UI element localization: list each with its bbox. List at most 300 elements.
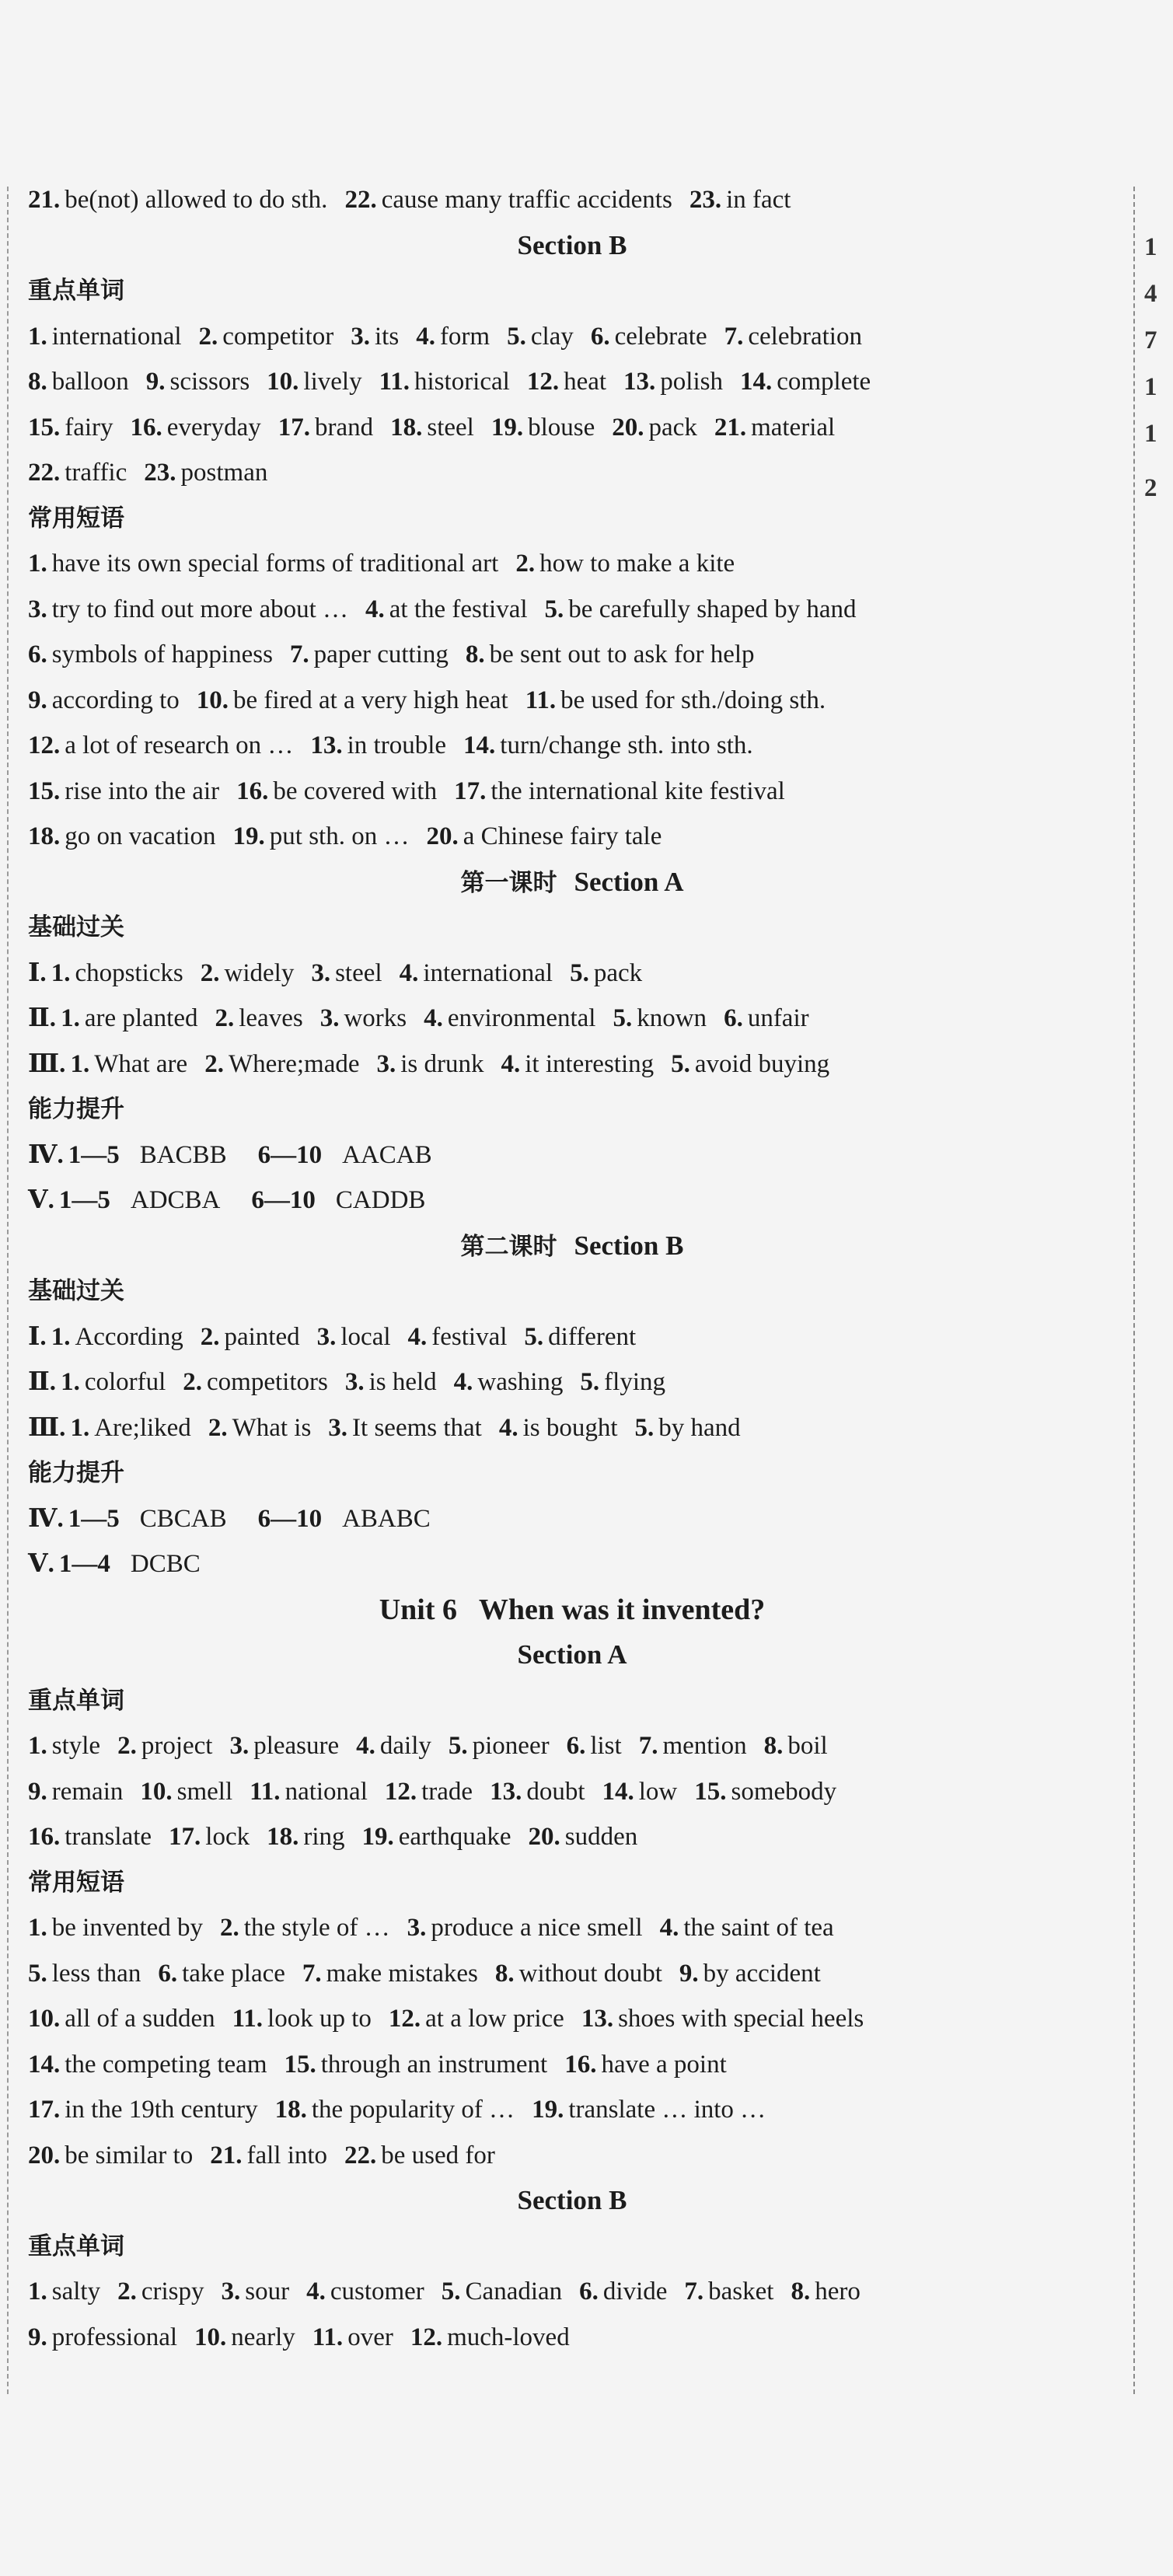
item-number: 4. [365,595,385,623]
answer-item [28,405,113,451]
answer-line [28,996,1116,1042]
answer-item [146,359,250,405]
item-number: 20. [612,413,644,442]
item-text: celebrate [614,322,707,351]
answer-item [671,1042,829,1087]
answer-line [28,1951,1116,1997]
part-numeral: Ⅳ. [28,1504,64,1533]
item-number: 1. [51,1322,71,1351]
section-heading [28,223,1116,269]
answer-item [724,996,809,1042]
item-number: 18. [390,413,423,442]
item-text: be used for sth./doing sth. [560,686,826,714]
answer-item [499,1405,618,1451]
category-label: 能力提升 [28,1459,124,1487]
item-number: 9. [28,2323,47,2351]
item-number: 16. [130,413,162,442]
item-number: 14. [602,1777,634,1806]
answer-line [28,1723,1116,1769]
item-text: is bought [522,1413,618,1442]
edge-fragment: 2 [1144,474,1157,502]
item-text: pioneer [472,1732,550,1760]
item-text: local [340,1322,391,1351]
item-text: widely [224,958,295,987]
item-text: shoes with special heels [618,2005,864,2033]
item-text: professional [51,2323,178,2351]
answer-item [466,632,755,678]
item-text: festival [431,1322,508,1351]
item-number: 10. [267,368,299,396]
item-text: lock [205,1823,250,1851]
item-text: paper cutting [313,641,449,668]
answer-item [278,405,373,451]
answer-line [28,405,1116,451]
item-text: What are [94,1049,188,1078]
item-text: all of a sudden [65,2005,215,2033]
item-text: competitor [222,322,334,351]
answer-item [183,1360,328,1405]
answer-item [416,314,490,360]
item-number: 1. [61,1004,80,1032]
answer-item [495,1951,662,1997]
item-text: boil [787,1732,828,1760]
item-number: 1. [51,958,71,987]
item-number: 5. [544,595,564,623]
category-label: 重点单词 [28,1686,124,1715]
item-number: 5. [634,1413,655,1442]
item-text: national [285,1777,368,1806]
answer-item [724,314,862,360]
item-text: Canadian [465,2278,563,2305]
item-text: customer [330,2278,424,2305]
item-number: 14. [463,731,496,759]
item-text: the popularity of … [311,2096,515,2124]
answer-item [424,996,595,1042]
answer-item [28,2087,258,2133]
answer-item [215,996,302,1042]
item-number: 1. [28,1914,47,1942]
answer-item [390,405,474,451]
item-text: balloon [51,368,129,396]
answer-item [201,951,295,997]
item-number: 1. [28,322,47,351]
item-text: ring [303,1823,345,1851]
answer-item [28,2269,100,2315]
item-text: Are;liked [94,1413,191,1442]
choice-answer-line [28,1541,1116,1587]
item-number: 9. [145,368,166,396]
item-text: have a point [601,2050,727,2079]
answer-item [400,951,553,997]
answer-item [194,2315,295,2361]
answer-item [197,678,508,724]
item-text: nearly [231,2323,295,2351]
item-text: over [347,2323,393,2351]
item-number: 4. [407,1322,428,1351]
item-text: known [637,1004,707,1032]
item-text: heat [564,368,607,396]
item-text: polish [660,368,723,396]
answer-item [290,632,449,678]
answer-line [28,359,1116,405]
answer-item [204,1042,359,1087]
item-number: 2. [200,958,220,987]
answer-item [410,2315,570,2361]
answer-item [791,2269,860,2315]
item-number: 3. [28,595,47,623]
answer-item [28,450,127,496]
answer-item [344,177,672,223]
item-text: material [751,413,836,442]
item-text: avoid buying [694,1049,830,1078]
item-text: crispy [141,2278,204,2305]
choice-letters: CBCAB [139,1504,227,1533]
answer-item [454,1360,564,1405]
item-number: 6. [579,2278,599,2305]
item-number: 20. [528,1823,560,1851]
answer-item [28,2042,267,2088]
item-number: 22. [344,186,377,214]
item-number: 7. [724,322,744,351]
item-number: 16. [28,1823,61,1851]
item-number: 5. [671,1049,690,1078]
item-number: 7. [638,1732,658,1760]
item-number: 1. [28,550,47,578]
item-number: 13. [623,368,656,396]
item-text: put sth. on … [269,822,410,850]
answer-item [131,405,261,451]
answer-item [684,2269,773,2315]
section-heading [28,860,1116,906]
section-heading [28,2178,1116,2224]
answer-item [70,1405,190,1451]
item-text: is drunk [400,1049,484,1078]
answer-line [28,814,1116,860]
answer-item [389,1996,564,2042]
item-text: It seems that [352,1413,482,1442]
item-number: 5. [507,322,526,351]
item-text: be covered with [273,777,438,805]
answer-line [28,1905,1116,1951]
answer-item [525,678,826,724]
item-text: make mistakes [326,1959,478,1988]
item-text: doubt [526,1777,585,1806]
item-number: 1. [61,1368,80,1396]
item-number: 20. [28,2141,61,2169]
answer-item [545,587,857,633]
item-number: 3. [344,1368,365,1396]
answer-item [602,1769,678,1815]
item-text: according to [51,686,180,714]
item-text: be similar to [65,2141,194,2169]
item-number: 10. [140,1777,173,1806]
answer-item [764,1723,828,1769]
answer-item [694,1769,836,1815]
answer-item [524,1314,636,1360]
item-number: 19. [532,2096,564,2124]
item-number: 4. [356,1732,375,1760]
item-text: fall into [246,2141,328,2169]
item-text: According [75,1322,183,1351]
choice-group [258,1496,431,1542]
category-label: 重点单词 [28,277,124,305]
answer-item [28,814,216,860]
item-text: the international kite festival [490,777,785,805]
answer-line [28,951,1116,997]
item-number: 22. [344,2141,377,2169]
item-number: 1. [28,1732,47,1760]
item-number: 8. [763,1732,784,1760]
heading-text: Section A [574,866,684,897]
item-number: 7. [684,2278,704,2305]
item-number: 5. [441,2278,461,2305]
item-text: different [548,1322,637,1351]
item-number: 2. [117,2278,137,2305]
answer-item [660,1905,834,1951]
item-text: everyday [166,413,261,442]
answer-line [28,1314,1116,1360]
answer-item [210,2133,327,2179]
item-number: 11. [312,2323,344,2351]
answer-item [449,1723,550,1769]
question-range: 6—10 [251,1186,316,1214]
item-number: 2. [515,550,536,578]
item-text: scissors [169,368,250,396]
answer-item [51,1314,183,1360]
answer-column [28,177,1116,2360]
item-text: at a low price [425,2005,564,2033]
answer-item [158,1951,285,1997]
item-number: 4. [501,1049,521,1078]
item-text: form [439,322,490,351]
item-text: steel [427,413,474,442]
item-text: low [638,1777,678,1806]
answer-line [28,1405,1116,1451]
section-heading [28,1223,1116,1269]
answer-item [306,2269,424,2315]
item-number: 4. [306,2278,326,2305]
answer-item [317,1314,391,1360]
item-text: remain [51,1777,124,1806]
item-text: cause many traffic accidents [381,186,672,214]
item-text: hero [815,2278,861,2305]
answer-item [579,2269,667,2315]
item-number: 9. [28,686,47,714]
answer-item [28,723,293,769]
answer-line [28,2087,1116,2133]
item-number: 4. [659,1914,679,1942]
item-text: salty [51,2278,101,2305]
item-text: sour [245,2278,290,2305]
answer-item [351,314,399,360]
item-number: 3. [376,1049,396,1078]
item-text: without doubt [518,1959,662,1988]
answer-line [28,1360,1116,1405]
answer-item [28,2315,177,2361]
item-number: 5. [448,1732,468,1760]
answer-item [221,2269,289,2315]
item-text: much-loved [447,2323,570,2351]
heading-text: Section B [574,1230,684,1261]
answer-item [639,1723,747,1769]
part-numeral: Ⅱ. [28,1368,57,1396]
answer-item [529,1814,638,1860]
item-number: 23. [144,459,176,487]
choice-group [68,1496,227,1542]
item-number: 2. [215,1004,235,1032]
item-text: through an instrument [320,2050,548,2079]
item-number: 3. [407,1914,427,1942]
answer-item [365,587,528,633]
answer-item [635,1405,741,1451]
answer-line [28,1996,1116,2042]
item-number: 18. [28,822,61,850]
answer-item [28,587,348,633]
item-number: 21. [714,413,747,442]
category-label: 基础过关 [28,1277,124,1305]
item-text: pack [648,413,697,442]
item-number: 11. [250,1777,281,1806]
answer-item [28,1951,141,1997]
item-number: 1. [70,1413,90,1442]
item-number: 4. [424,1004,443,1032]
answer-line [28,678,1116,724]
choice-answer-line [28,1133,1116,1178]
item-text: it interesting [525,1049,655,1078]
item-text: look up to [267,2005,372,2033]
answer-item [51,951,183,997]
item-number: 8. [791,2278,811,2305]
item-number: 6. [158,1959,178,1988]
answer-item [28,1814,152,1860]
lesson-label: 第一课时 [460,868,557,897]
item-number: 12. [388,2005,421,2033]
item-number: 2. [183,1368,203,1396]
item-text: turn/change sth. into sth. [500,731,753,759]
answer-item [28,359,129,405]
answer-line [28,2315,1116,2361]
answer-item [377,1042,484,1087]
answer-item [61,1360,166,1405]
answer-item [311,951,382,997]
item-number: 10. [194,2323,227,2351]
answer-item [28,1996,215,2042]
question-range: 1—5 [68,1140,120,1169]
answer-item [714,405,835,451]
item-text: produce a nice smell [431,1914,643,1942]
answer-line [28,587,1116,633]
heading-text: Unit 6 When was it invented? [379,1593,766,1626]
item-number: 6. [724,1004,743,1032]
heading-text: Section B [517,2185,627,2215]
item-text: is held [368,1368,437,1396]
item-number: 12. [384,1777,417,1806]
item-text: works [344,1004,407,1032]
item-text: by hand [658,1413,741,1442]
choice-group [59,1178,221,1223]
item-text: mention [662,1732,747,1760]
answer-item [740,359,871,405]
item-text: list [590,1732,622,1760]
answer-item [490,1769,585,1815]
answer-line [28,450,1116,496]
item-text: try to find out more about … [51,595,349,623]
answer-line [28,314,1116,360]
item-text: the style of … [243,1914,390,1942]
item-text: be carefully shaped by hand [568,595,857,623]
item-number: 1. [28,2278,47,2305]
item-number: 2. [220,1914,239,1942]
item-number: 23. [689,186,722,214]
answer-item [28,678,180,724]
question-range: 6—10 [257,1504,323,1533]
answer-line [28,723,1116,769]
answer-item [581,1996,864,2042]
edge-fragment: 1 [1144,373,1157,401]
item-number: 3. [316,1322,337,1351]
answer-item [285,2042,548,2088]
item-number: 15. [284,2050,316,2079]
item-number: 8. [465,641,485,668]
category-label: 常用短语 [28,1868,124,1897]
item-number: 12. [28,731,61,759]
item-text: smell [176,1777,233,1806]
item-number: 12. [526,368,560,396]
item-text: competitors [207,1368,328,1396]
answer-item [344,2133,495,2179]
item-number: 2. [198,322,218,351]
item-number: 4. [416,322,435,351]
answer-item [385,1769,473,1815]
answer-item [689,177,791,223]
left-fold-line [7,187,9,2394]
answer-line [28,1814,1116,1860]
part-numeral: Ⅲ. [28,1413,66,1442]
item-text: brand [314,413,374,442]
answer-item [613,996,707,1042]
item-text: unfair [747,1004,809,1032]
part-numeral: Ⅴ. [28,1186,54,1214]
answer-item [580,1360,665,1405]
item-number: 10. [196,686,229,714]
item-number: 6. [28,641,47,668]
item-text: divide [602,2278,668,2305]
item-text: flying [604,1368,665,1396]
answer-item [229,1723,339,1769]
item-number: 5. [580,1368,600,1396]
item-number: 1. [70,1049,90,1078]
section-heading [28,1632,1116,1678]
item-text: earthquake [398,1823,511,1851]
answer-item [236,769,437,815]
answer-item [312,2315,393,2361]
item-text: complete [777,368,871,396]
item-number: 4. [399,958,419,987]
item-text: celebration [748,322,862,351]
item-text: go on vacation [65,822,216,850]
lesson-label: 第二课时 [460,1232,557,1261]
item-text: washing [477,1368,564,1396]
item-number: 8. [494,1959,515,1988]
item-number: 19. [361,1823,394,1851]
item-number: 14. [739,368,773,396]
answer-item [623,359,723,405]
item-text: in the 19th century [65,2096,258,2124]
part-numeral: Ⅰ. [28,1322,47,1351]
item-text: be invented by [51,1914,204,1942]
category-label: 重点单词 [28,2232,124,2260]
item-number: 13. [490,1777,522,1806]
